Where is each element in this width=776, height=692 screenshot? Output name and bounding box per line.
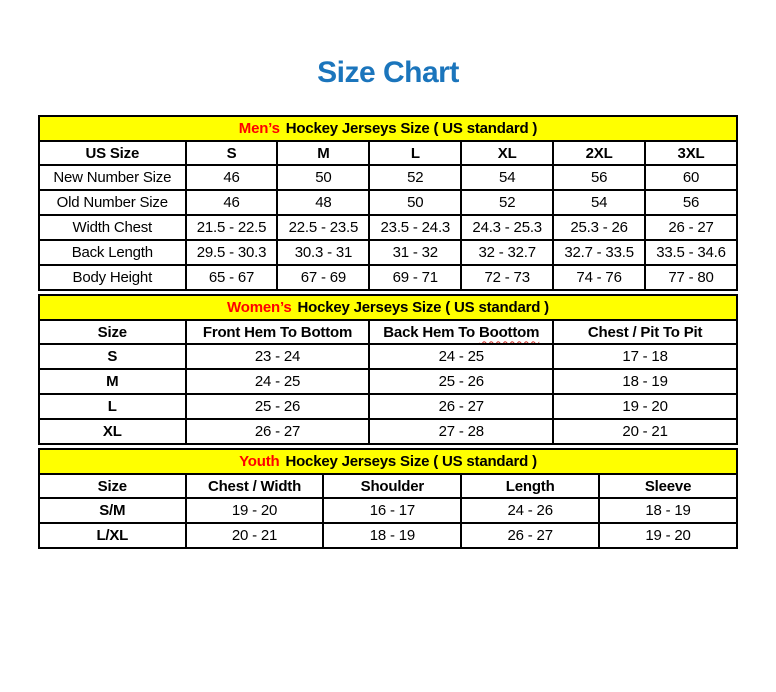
- womens-header-text: Back Hem To: [383, 323, 479, 341]
- youth-value-cell: 26 - 27: [461, 523, 599, 548]
- mens-value-cell: 77 - 80: [645, 265, 737, 290]
- womens-value-cell: 19 - 20: [553, 394, 737, 419]
- size-tables-container: [38, 115, 738, 549]
- youth-size-table: [38, 448, 738, 549]
- womens-value-cell: 26 - 27: [186, 419, 370, 444]
- mens-value-cell: 54: [553, 190, 645, 215]
- mens-column-header: US Size: [39, 141, 186, 165]
- mens-size-table: [38, 115, 738, 291]
- womens-size-table: [38, 294, 738, 445]
- youth-banner: [39, 449, 737, 474]
- mens-row-label: New Number Size: [39, 165, 186, 190]
- youth-column-header: Length: [461, 474, 599, 498]
- womens-value-cell: 20 - 21: [553, 419, 737, 444]
- womens-banner-text: Hockey Jerseys Size ( US standard ): [297, 299, 549, 316]
- mens-value-cell: 56: [645, 190, 737, 215]
- youth-header-row: [39, 474, 737, 498]
- mens-banner: [39, 116, 737, 141]
- womens-table-row: [39, 369, 737, 394]
- mens-value-cell: 69 - 71: [369, 265, 461, 290]
- mens-banner-text: Hockey Jerseys Size ( US standard ): [285, 120, 538, 137]
- youth-column-header: Size: [39, 474, 186, 498]
- womens-column-header: Size: [39, 320, 186, 344]
- mens-banner-row: [39, 116, 737, 141]
- womens-banner-row: [39, 295, 737, 320]
- womens-value-cell: 25 - 26: [186, 394, 370, 419]
- mens-value-cell: 72 - 73: [461, 265, 553, 290]
- mens-value-cell: 31 - 32: [369, 240, 461, 265]
- mens-table-row: [39, 240, 737, 265]
- mens-value-cell: 22.5 - 23.5: [277, 215, 369, 240]
- mens-row-label: Old Number Size: [39, 190, 186, 215]
- mens-value-cell: 33.5 - 34.6: [645, 240, 737, 265]
- mens-row-label: Back Length: [39, 240, 186, 265]
- youth-table-row: [39, 523, 737, 548]
- youth-banner-highlight: Youth: [239, 453, 280, 470]
- womens-row-label: S: [39, 344, 186, 369]
- mens-value-cell: 65 - 67: [186, 265, 278, 290]
- youth-value-cell: 18 - 19: [599, 498, 737, 523]
- mens-value-cell: 46: [186, 190, 278, 215]
- mens-value-cell: 26 - 27: [645, 215, 737, 240]
- womens-column-header: Chest / Pit To Pit: [553, 320, 737, 344]
- mens-table-row: [39, 190, 737, 215]
- womens-table-row: [39, 394, 737, 419]
- womens-misspelled-word: Boottom: [478, 323, 540, 341]
- mens-header-row: [39, 141, 737, 165]
- womens-value-cell: 25 - 26: [369, 369, 553, 394]
- womens-value-cell: 24 - 25: [186, 369, 370, 394]
- mens-value-cell: 52: [461, 190, 553, 215]
- womens-value-cell: 17 - 18: [553, 344, 737, 369]
- youth-row-label: S/M: [39, 498, 186, 523]
- womens-column-header: Front Hem To Bottom: [186, 320, 370, 344]
- womens-value-cell: 24 - 25: [369, 344, 553, 369]
- mens-value-cell: 50: [277, 165, 369, 190]
- youth-value-cell: 24 - 26: [461, 498, 599, 523]
- mens-column-header: L: [369, 141, 461, 165]
- youth-banner-text: Hockey Jerseys Size ( US standard ): [285, 453, 537, 470]
- youth-value-cell: 20 - 21: [186, 523, 324, 548]
- mens-table-row: [39, 165, 737, 190]
- youth-column-header: Shoulder: [323, 474, 461, 498]
- mens-column-header: 2XL: [553, 141, 645, 165]
- mens-row-label: Width Chest: [39, 215, 186, 240]
- mens-value-cell: 60: [645, 165, 737, 190]
- mens-column-header: S: [186, 141, 278, 165]
- mens-value-cell: 54: [461, 165, 553, 190]
- mens-value-cell: 24.3 - 25.3: [461, 215, 553, 240]
- mens-value-cell: 23.5 - 24.3: [369, 215, 461, 240]
- youth-banner-row: [39, 449, 737, 474]
- mens-value-cell: 32 - 32.7: [461, 240, 553, 265]
- mens-row-label: Body Height: [39, 265, 186, 290]
- youth-column-header: Sleeve: [599, 474, 737, 498]
- mens-column-header: M: [277, 141, 369, 165]
- mens-value-cell: 32.7 - 33.5: [553, 240, 645, 265]
- mens-value-cell: 56: [553, 165, 645, 190]
- mens-value-cell: 52: [369, 165, 461, 190]
- womens-row-label: M: [39, 369, 186, 394]
- mens-table-row: [39, 265, 737, 290]
- mens-value-cell: 29.5 - 30.3: [186, 240, 278, 265]
- womens-value-cell: 23 - 24: [186, 344, 370, 369]
- mens-value-cell: 67 - 69: [277, 265, 369, 290]
- youth-value-cell: 19 - 20: [599, 523, 737, 548]
- mens-value-cell: 48: [277, 190, 369, 215]
- mens-value-cell: 50: [369, 190, 461, 215]
- youth-row-label: L/XL: [39, 523, 186, 548]
- mens-value-cell: 46: [186, 165, 278, 190]
- youth-column-header: Chest / Width: [186, 474, 324, 498]
- womens-row-label: L: [39, 394, 186, 419]
- womens-header-row: [39, 320, 737, 344]
- womens-value-cell: 27 - 28: [369, 419, 553, 444]
- mens-column-header: 3XL: [645, 141, 737, 165]
- mens-value-cell: 21.5 - 22.5: [186, 215, 278, 240]
- womens-row-label: XL: [39, 419, 186, 444]
- womens-value-cell: 26 - 27: [369, 394, 553, 419]
- womens-banner-highlight: Women’s: [227, 299, 292, 316]
- womens-column-header: [369, 320, 553, 344]
- youth-value-cell: 18 - 19: [323, 523, 461, 548]
- womens-banner: [39, 295, 737, 320]
- womens-table-row: [39, 419, 737, 444]
- mens-table-row: [39, 215, 737, 240]
- youth-value-cell: 19 - 20: [186, 498, 324, 523]
- mens-value-cell: 74 - 76: [553, 265, 645, 290]
- womens-table-row: [39, 344, 737, 369]
- mens-value-cell: 25.3 - 26: [553, 215, 645, 240]
- mens-value-cell: 30.3 - 31: [277, 240, 369, 265]
- page-title: Size Chart: [317, 56, 459, 89]
- youth-value-cell: 16 - 17: [323, 498, 461, 523]
- mens-column-header: XL: [461, 141, 553, 165]
- youth-table-row: [39, 498, 737, 523]
- mens-banner-highlight: Men’s: [238, 120, 280, 137]
- womens-value-cell: 18 - 19: [553, 369, 737, 394]
